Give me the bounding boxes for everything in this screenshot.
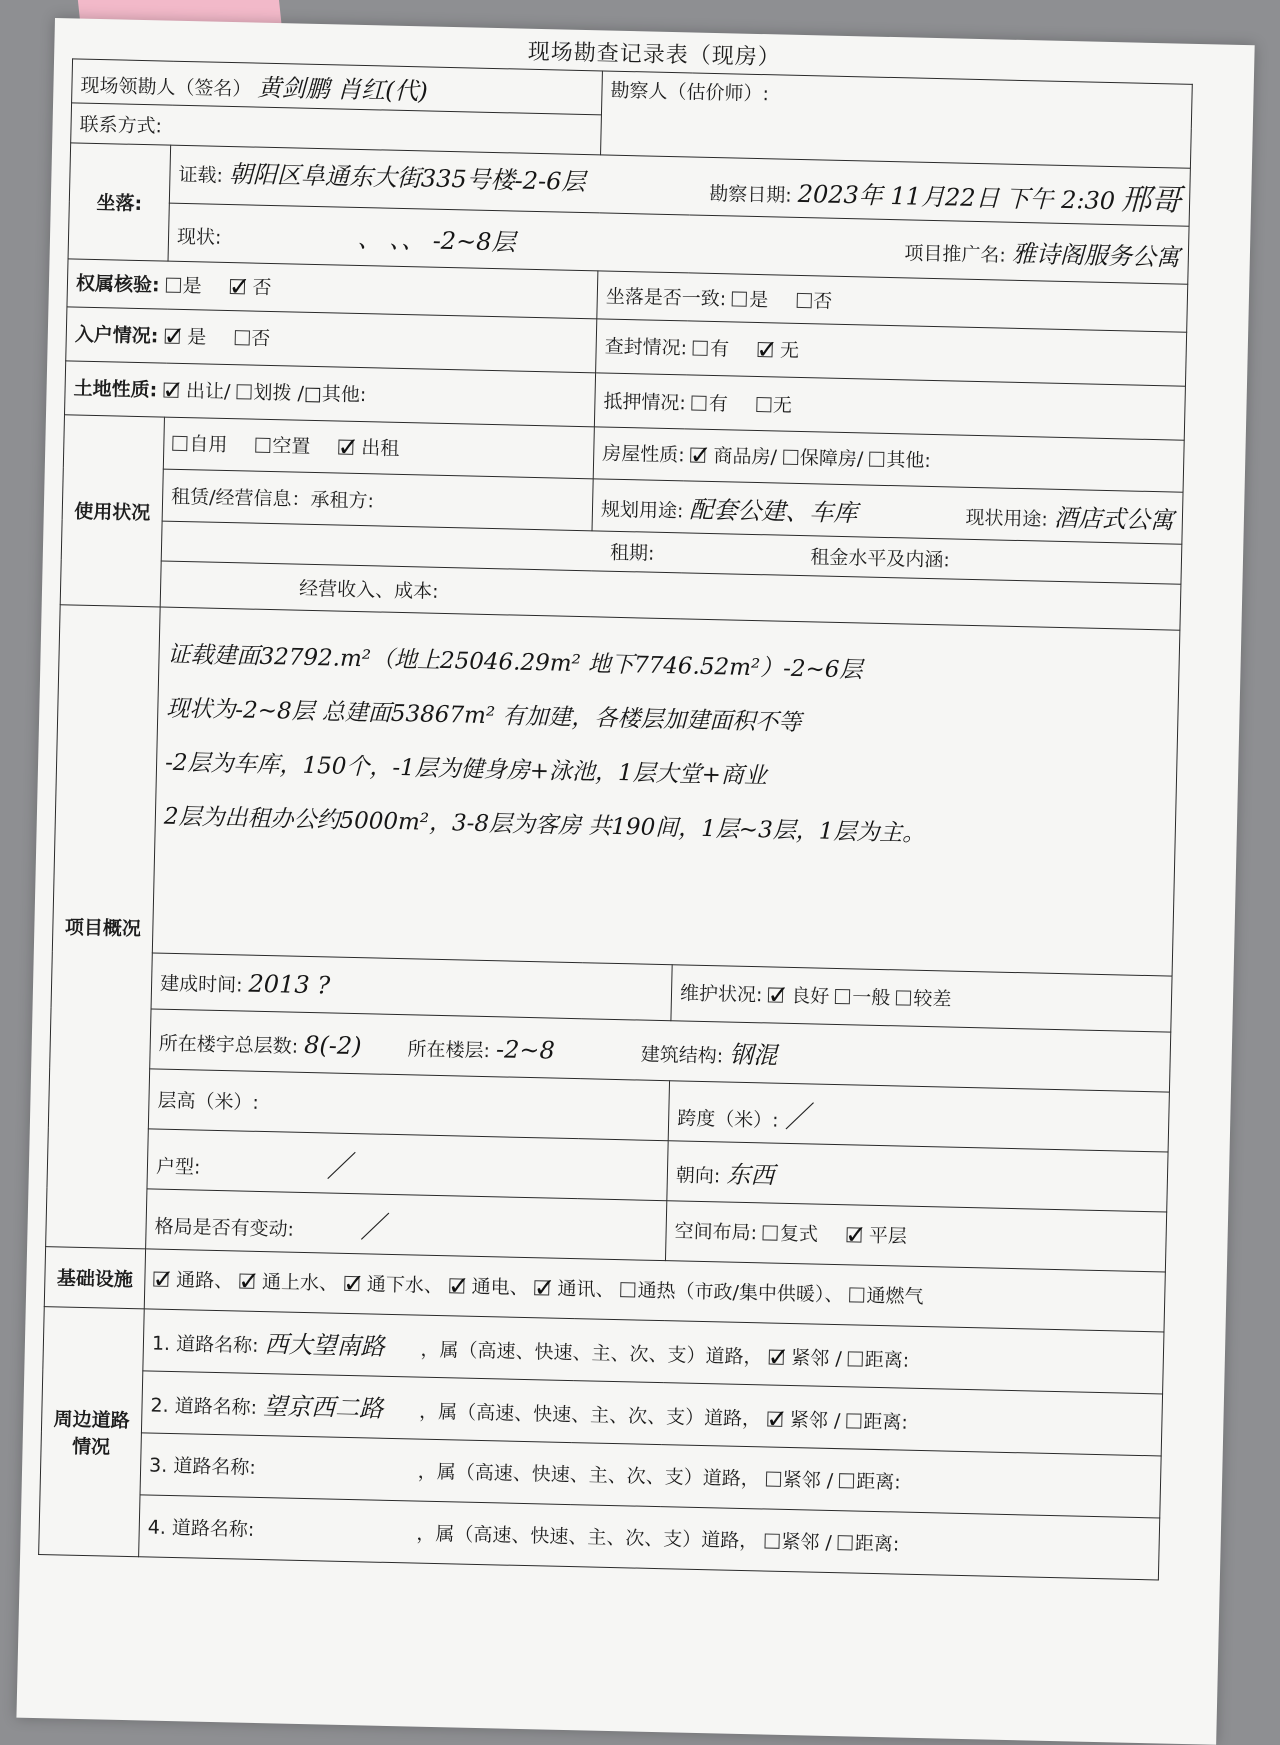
span-cell: 跨度（米）: ／: [668, 1081, 1169, 1152]
layout-change-cell: 格局是否有变动: ／: [146, 1189, 667, 1261]
lease-info-cell: 租赁/经营信息：承租方:: [162, 469, 593, 531]
surveyor-cell: 勘察人（估价师）:: [601, 71, 1193, 168]
location-cert-cell: 证载: 朝阳区阜通东大街335号楼-2-6层 勘察日期: 2023年 11月22日 下午 2:30 邢哥: [169, 145, 1190, 226]
checkmark-icon: ✓: [342, 1268, 366, 1299]
guide-signature: 黄剑鹏 肖红(代): [257, 73, 429, 106]
note-line-2: 现状为-2~8层 总建面53867m² 有加建，各楼层加建面积不等: [166, 695, 802, 737]
road-2-cell: 2. 道路名称: 望京西二路 ，属（高速、快速、主、次、支）道路， ✓紧邻 / 距离:: [141, 1371, 1162, 1456]
checkmark-icon: ✓: [689, 440, 712, 471]
checkmark-icon: ✓: [755, 334, 779, 365]
checkmark-icon: ✓: [163, 321, 186, 352]
survey-form-table: [38, 58, 1193, 1580]
maintenance-cell: 维护状况: ✓良好 一般 较差: [671, 965, 1172, 1032]
checkmark-icon: ✓: [228, 271, 251, 302]
location-label: 坐落:: [68, 143, 171, 261]
note-line-4: 2层为出租办公约5000m²，3-8层为客房 共190间，1层~3层，1层为主。: [163, 803, 926, 847]
row-project-notes: [52, 605, 1180, 976]
checkmark-icon: ✓: [844, 1219, 868, 1251]
height-cell: 层高（米）:: [148, 1069, 669, 1141]
checkmark-icon: ✓: [767, 1342, 790, 1374]
land-cell: 土地性质: ✓出让/ 划拨 /□其他:: [64, 361, 595, 427]
survey-form-sheet: [16, 18, 1254, 1745]
orientation-cell: 朝向: 东西: [667, 1141, 1168, 1212]
checkmark-icon: ✓: [337, 432, 360, 463]
checkmark-icon: ✓: [767, 979, 790, 1011]
infra-cell: ✓通路、 ✓通上水、 ✓通下水、 ✓通电、 ✓通讯、 通热（市政/集中供暖）、 通燃气: [144, 1249, 1165, 1332]
entry-cell: 入户情况: ✓是 否: [66, 307, 597, 373]
promo-name-value: 雅诗阁服务公寓: [1011, 239, 1181, 272]
unit-type-cell: 户型: ／: [147, 1129, 668, 1201]
guide-cell: 现场领勘人（签名） 黄剑鹏 肖红(代): [72, 59, 603, 115]
usage-options-cell: 自用 空置 ✓出租: [163, 417, 594, 479]
road-4-cell: 4. 道路名称: ，属（高速、快速、主、次、支）道路， 紧邻 / 距离:: [139, 1495, 1160, 1580]
ownership-cell: 权属核验: 是 ✓否: [67, 259, 598, 319]
location-current-cell: 现状: 、 、、 -2~8层 项目推广名: 雅诗阁服务公寓: [168, 203, 1189, 284]
space-layout-cell: 空间布局: 复式 ✓平层: [665, 1201, 1166, 1272]
surveyor-signature: 邢哥: [1120, 181, 1182, 219]
consistency-cell: 坐落是否一致: 是 否: [597, 271, 1188, 332]
checkmark-icon: ✓: [161, 375, 185, 406]
checkmark-icon: ✓: [152, 1264, 175, 1295]
income-cell: 经营收入、成本:: [160, 561, 1181, 630]
mortgage-cell: 抵押情况: 有 无: [594, 373, 1185, 440]
checkmark-icon: ✓: [447, 1270, 471, 1302]
note-line-1: 证载建面32792.m²（地上25046.29m² 地下7746.52m²）-2~6层: [167, 641, 863, 684]
checkmark-icon: ✓: [237, 1265, 261, 1297]
planned-use-cell: 规划用途: 配套公建、车库 现状用途: 酒店式公寓: [592, 479, 1183, 544]
floors-cell: 所在楼宇总层数: 8(-2) 所在楼层: -2~8 建筑结构: 钢混: [150, 1009, 1171, 1092]
checkmark-icon: ✓: [533, 1272, 556, 1304]
usage-label: 使用状况: [60, 415, 164, 607]
note-line-3: -2层为车库，150个，-1层为健身房+泳池，1层大堂+商业: [164, 749, 768, 790]
road-1-cell: 1. 道路名称: 西大望南路 ，属（高速、快速、主、次、支）道路， ✓紧邻 / 距离:: [143, 1309, 1164, 1394]
road-3-cell: 3. 道路名称: ，属（高速、快速、主、次、支）道路， 紧邻 / 距离:: [140, 1433, 1161, 1518]
seal-cell: 查封情况: 有 ✓无: [596, 319, 1187, 386]
location-cert-value: 朝阳区阜通东大街335号楼-2-6层: [228, 159, 586, 196]
project-label: 项目概况: [46, 605, 161, 1249]
survey-date-value: 2023年 11月22日: [797, 179, 1000, 212]
roads-label: 周边道路情况: [39, 1307, 145, 1557]
lease-term-cell: 租期: 租金水平及内涵:: [161, 521, 1182, 584]
form-title: 现场勘查记录表（现房）: [527, 39, 782, 71]
checkmark-icon: ✓: [765, 1404, 789, 1435]
infra-label: 基础设施: [44, 1247, 145, 1309]
contact-cell: 联系方式:: [71, 103, 602, 155]
house-nature-cell: 房屋性质: ✓商品房/ 保障房/ 其他:: [593, 427, 1184, 492]
built-time-cell: 建成时间: 2013 ?: [151, 953, 672, 1021]
project-notes-cell: [152, 607, 1180, 976]
